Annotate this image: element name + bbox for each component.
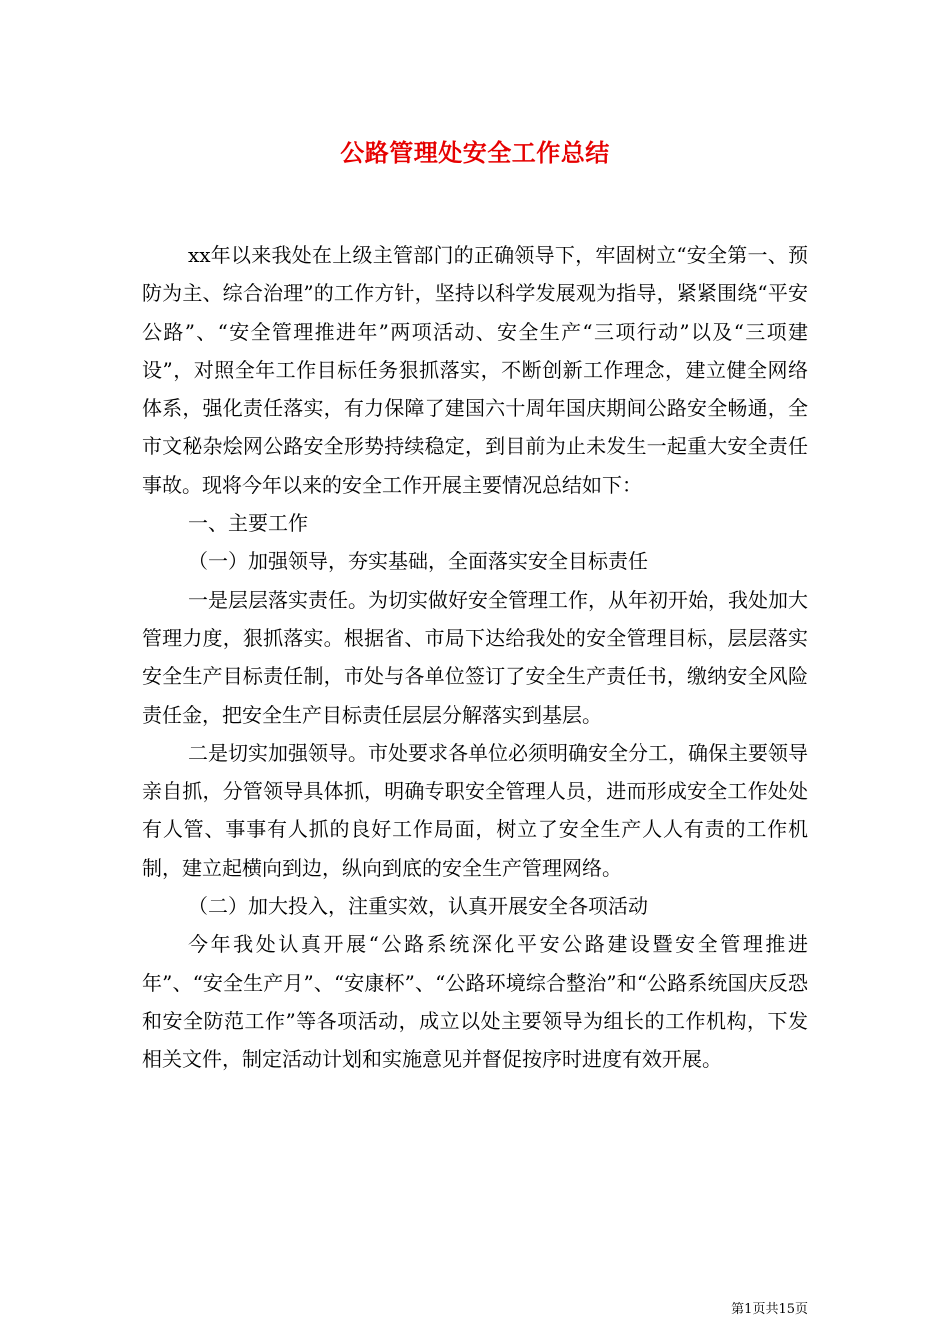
paragraph-activities: 今年我处认真开展“公路系统深化平安公路建设暨安全管理推进年”、“安全生产月”、“安康杯”、“公路环境综合整治”和“公路系统国庆反恐和安全防范工作”等各项活动，成立以处主要领导为组长的工作机构，下发相关文件，制定活动计划和实施意见并督促按序时进度有效开展。 — [142, 932, 808, 1072]
subsection-heading-2: （二）加大投入，注重实效，认真开展安全各项活动 — [188, 894, 648, 919]
paragraph-leadership: 二是切实加强领导。市处要求各单位必须明确安全分工，确保主要领导亲自抓，分管领导具体抓，明确专职安全管理人员，进而形成安全工作处处有人管、事事有人抓的良好工作局面，树立了安全生产人人有责的工作机制，建立起横向到边，纵向到底的安全生产管理网络。 — [142, 740, 808, 880]
page-number-footer: 第1页共15页 — [731, 1302, 808, 1317]
paragraph-intro: xx年以来我处在上级主管部门的正确领导下，牢固树立“安全第一、预防为主、综合治理”的工作方针，坚持以科学发展观为指导，紧紧围绕“平安公路”、“安全管理推进年”两项活动、安全生产“三项行动”以及“三项建设”，对照全年工作目标任务狠抓落实，不断创新工作理念，建立健全网络体系，强化责任落实，有力保障了建国六十周年国庆期间公路安全畅通，全市文秘杂烩网公路安全形势持续稳定，到目前为止未发生一起重大安全责任事故。现将今年以来的安全工作开展主要情况总结如下： — [142, 243, 808, 497]
document-body — [142, 236, 808, 1079]
paragraph-responsibility: 一是层层落实责任。为切实做好安全管理工作，从年初开始，我处加大管理力度，狠抓落实。根据省、市局下达给我处的安全管理目标，层层落实安全生产目标责任制，市处与各单位签订了安全生产责任书，缴纳安全风险责任金，把安全生产目标责任层层分解落实到基层。 — [142, 587, 808, 727]
document-title: 公路管理处安全工作总结 — [340, 138, 610, 167]
subsection-heading-1: （一）加强领导，夯实基础，全面落实安全目标责任 — [188, 549, 648, 574]
section-heading-main-work: 一、主要工作 — [188, 511, 308, 536]
